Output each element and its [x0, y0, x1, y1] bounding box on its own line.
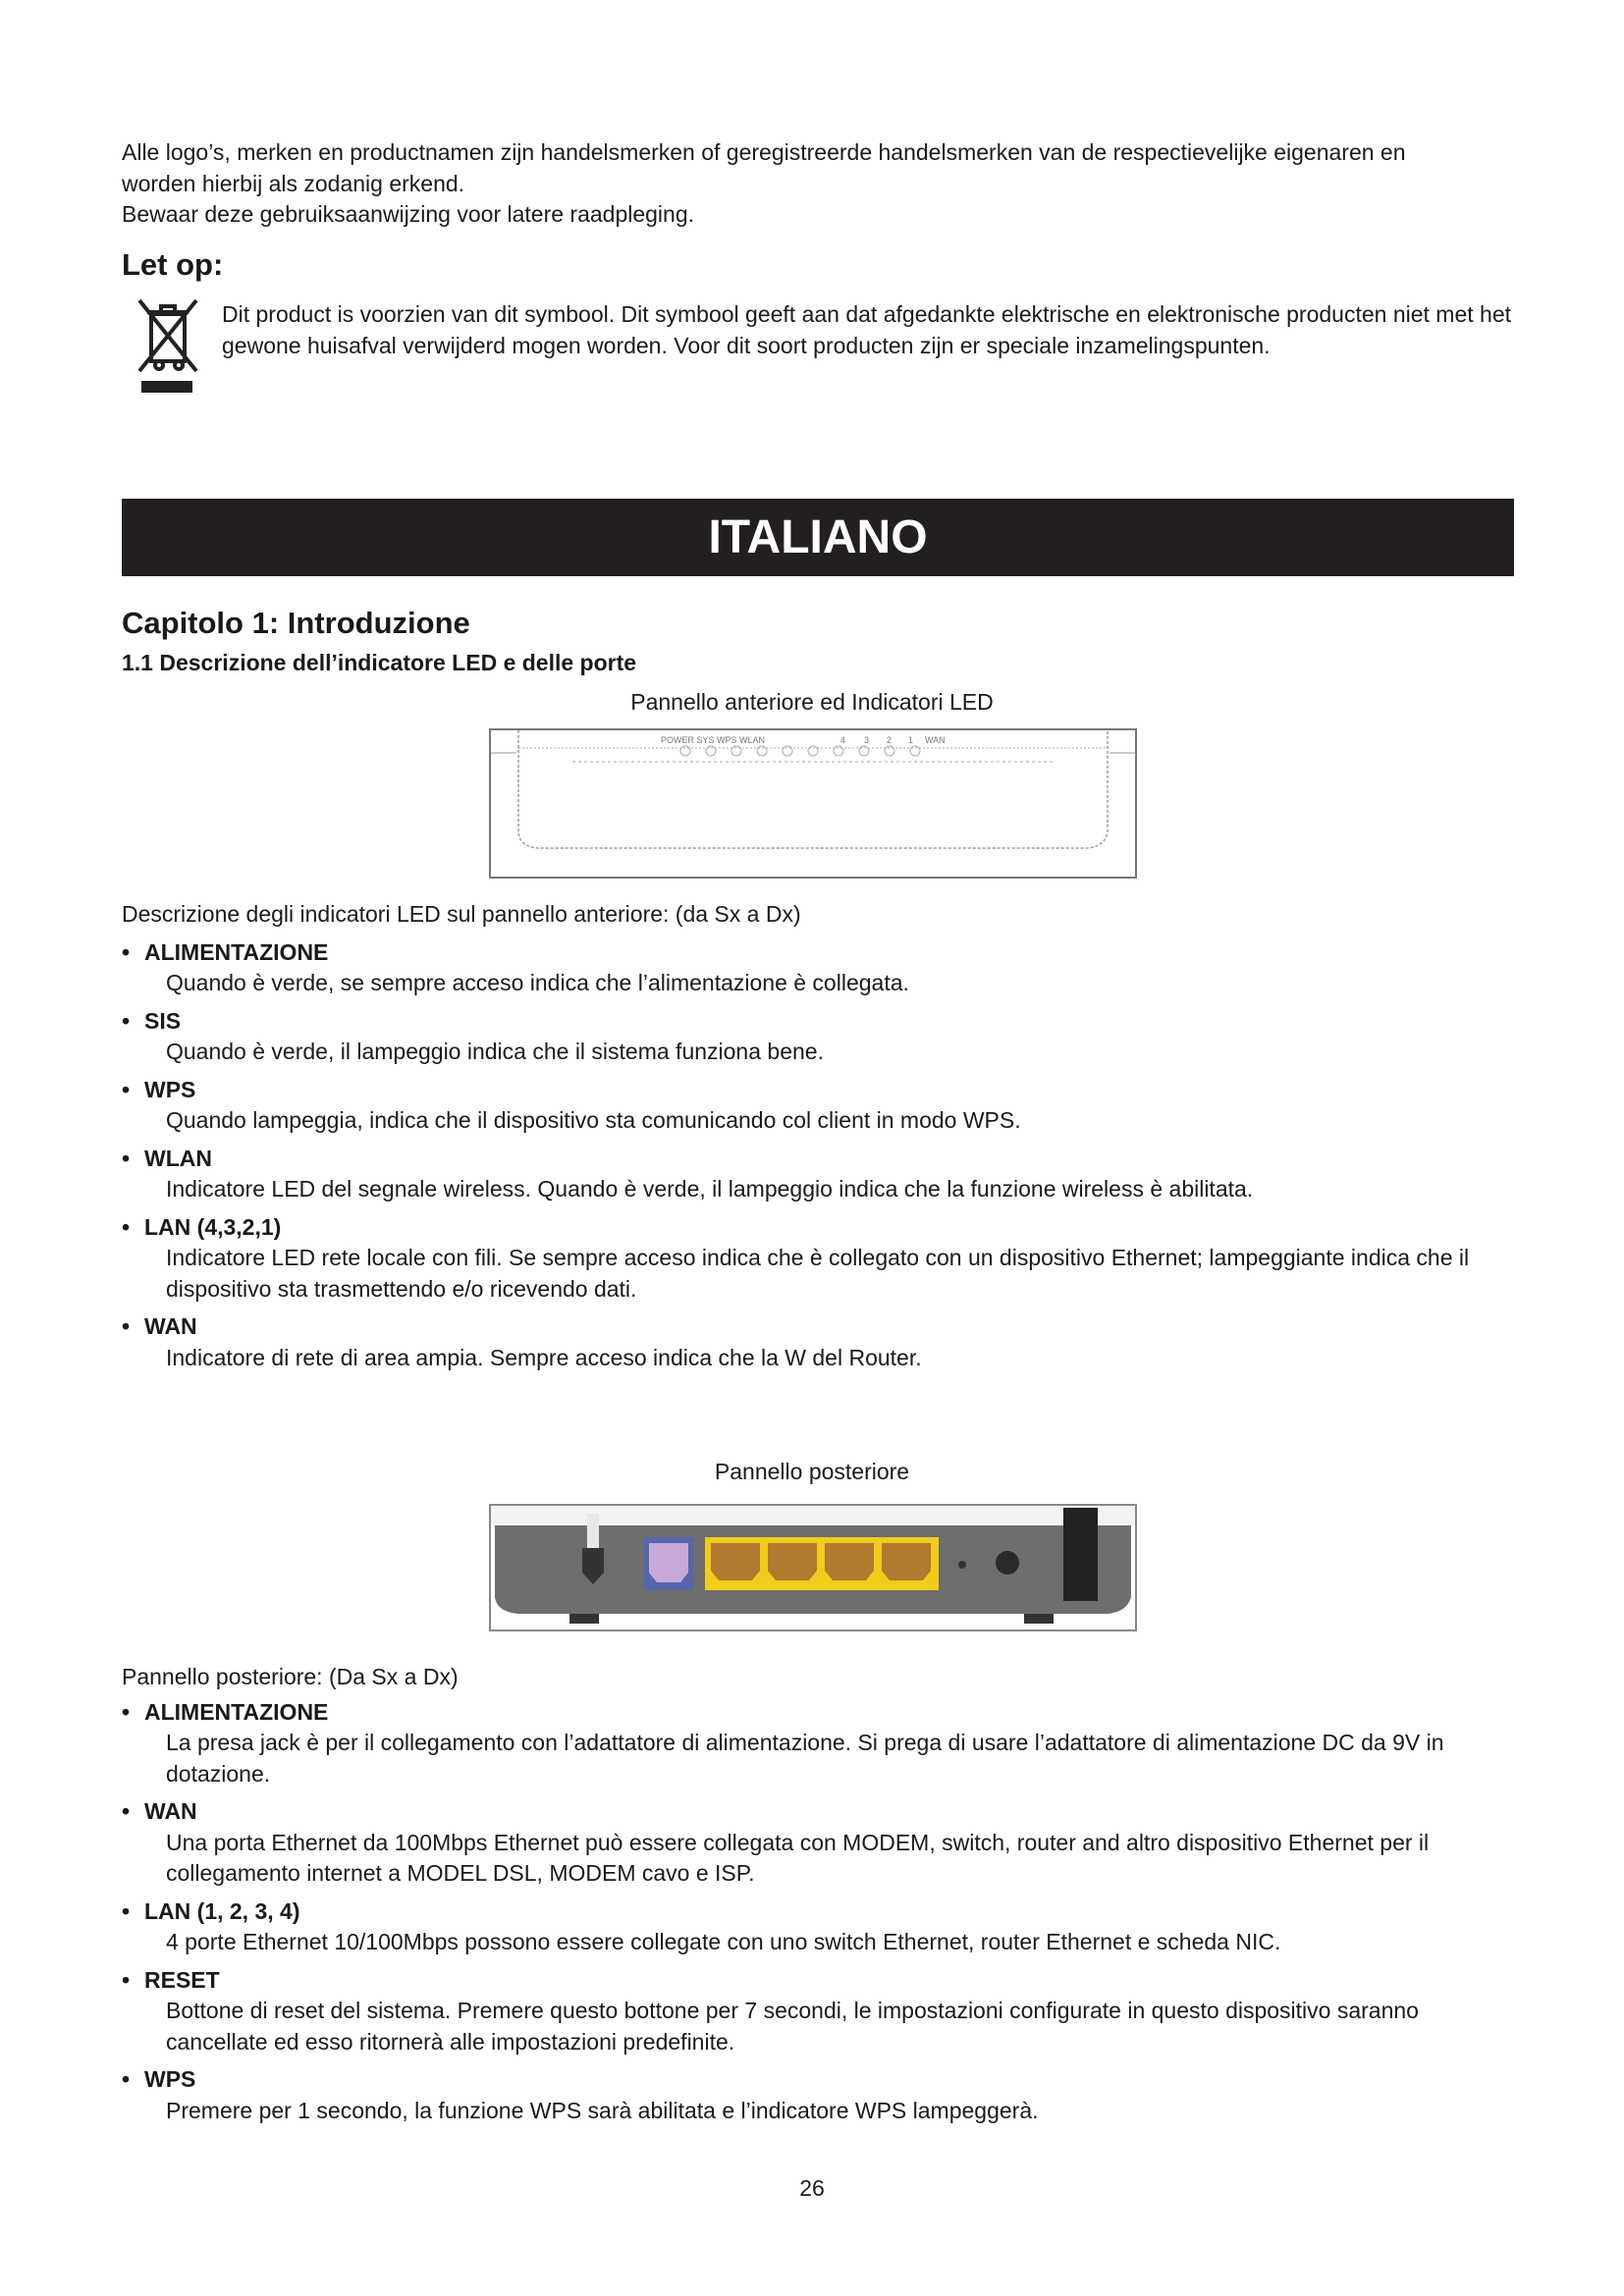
rear-port-list	[122, 1662, 1526, 2133]
item-label: • ALIMENTAZIONE	[122, 937, 1526, 969]
panel-label-1: 1	[908, 735, 914, 745]
item-label: • ALIMENTAZIONE	[122, 1697, 1526, 1729]
item-label: • WPS	[122, 2064, 1526, 2096]
item-label: • WLAN	[122, 1144, 1526, 1175]
front-panel-image	[489, 728, 1137, 879]
list-item	[122, 1311, 1526, 1373]
rear-panel-image	[489, 1504, 1137, 1631]
list-item	[122, 1212, 1526, 1306]
list-item	[122, 1697, 1526, 1790]
trademark-notice: Alle logo’s, merken en productnamen zijn handelsmerken of geregistreerde handelsmerken van de respectievelijke eigenaren en worden hierbij als zodanig erkend.	[122, 139, 1406, 196]
chapter-title: Capitolo 1: Introduzione	[122, 606, 470, 640]
item-label: • WPS	[122, 1075, 1526, 1106]
rear-panel-intro: Pannello posteriore: (Da Sx a Dx)	[122, 1664, 459, 1689]
list-item	[122, 1896, 1526, 1958]
panel-label-3: 3	[864, 735, 870, 745]
item-desc: Bottone di reset del sistema. Premere questo bottone per 7 secondi, le impostazioni configurate in questo dispositivo saranno cancellate ed esso ritornerà alle impostazioni predefinite.	[166, 1998, 1419, 2055]
item-desc: Indicatore di rete di area ampia. Sempre acceso indica che la W del Router.	[166, 1344, 922, 1370]
list-item	[122, 1006, 1526, 1068]
front-led-list	[122, 899, 1526, 1380]
item-label: • LAN (4,3,2,1)	[122, 1212, 1526, 1244]
item-desc: Indicatore LED del segnale wireless. Quando è verde, il lampeggio indica che la funzione wireless è abilitata.	[166, 1176, 1254, 1201]
page-number: 26	[799, 2175, 825, 2201]
keep-manual-notice: Bewaar deze gebruiksaanwijzing voor latere raadpleging.	[122, 201, 695, 227]
panel-led-labels: POWER SYS WPS WLAN	[661, 735, 766, 745]
front-led-intro: Descrizione degli indicatori LED sul pannello anteriore: (da Sx a Dx)	[122, 901, 801, 927]
front-panel-caption: Pannello anteriore ed Indicatori LED	[630, 689, 994, 715]
item-desc: Una porta Ethernet da 100Mbps Ethernet può essere collegata con MODEM, switch, router and altro dispositivo Ethernet per il collegamento internet a MODEL DSL, MODEM cavo e ISP.	[166, 1829, 1430, 1886]
list-item	[122, 1144, 1526, 1205]
language-banner: ITALIANO	[122, 499, 1514, 576]
list-item	[122, 1075, 1526, 1137]
panel-label-2: 2	[887, 735, 893, 745]
notice-heading: Let op:	[122, 247, 224, 282]
intro-text	[122, 137, 1457, 231]
item-label: • WAN	[122, 1311, 1526, 1343]
item-desc: Quando è verde, se sempre acceso indica che l’alimentazione è collegata.	[166, 970, 909, 995]
item-desc: La presa jack è per il collegamento con l’adattatore di alimentazione. Si prega di usare l’adattatore di alimentazione DC da 9V in dotazione.	[166, 1730, 1444, 1787]
list-item	[122, 2064, 1526, 2126]
list-item	[122, 1965, 1526, 2058]
list-item	[122, 937, 1526, 999]
item-label: • LAN (1, 2, 3, 4)	[122, 1896, 1526, 1928]
panel-label-wan: WAN	[925, 735, 946, 745]
item-desc: Indicatore LED rete locale con fili. Se sempre acceso indica che è collegato con un dispositivo Ethernet; lampeggiante indica che il dispositivo sta trasmettendo e/o ricevendo dati.	[166, 1245, 1470, 1302]
item-desc: Quando è verde, il lampeggio indica che il sistema funziona bene.	[166, 1039, 824, 1064]
list-item	[122, 1796, 1526, 1890]
item-label: • RESET	[122, 1965, 1526, 1997]
rear-panel-caption: Pannello posteriore	[714, 1459, 910, 1484]
weee-notice-text: Dit product is voorzien van dit symbool. Dit symbool geeft aan dat afgedankte elektrische en elektronische producten niet met het gewone huisafval verwijderd mogen worden. Voor dit soort producten zijn er speciale inzamelingspunten.	[222, 301, 1511, 358]
item-desc: 4 porte Ethernet 10/100Mbps possono essere collegate con uno switch Ethernet, router Ethernet e scheda NIC.	[166, 1929, 1281, 1954]
item-desc: Premere per 1 secondo, la funzione WPS sarà abilitata e l’indicatore WPS lampeggerà.	[166, 2097, 1039, 2123]
section-title: 1.1 Descrizione dell’indicatore LED e delle porte	[122, 650, 637, 675]
item-label: • WAN	[122, 1796, 1526, 1828]
item-label: • SIS	[122, 1006, 1526, 1038]
item-desc: Quando lampeggia, indica che il dispositivo sta comunicando col client in modo WPS.	[166, 1107, 1021, 1133]
panel-label-4: 4	[840, 735, 846, 745]
weee-crossed-bin-icon	[135, 294, 200, 397]
